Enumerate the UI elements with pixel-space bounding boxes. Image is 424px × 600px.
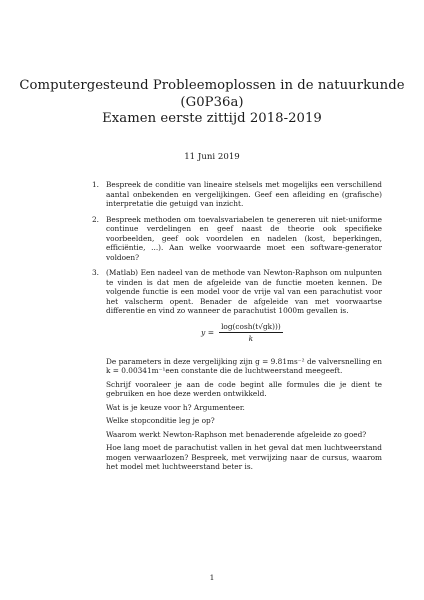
task-why-newton: Waarom werkt Newton-Raphson met benaderende afgeleide zo goed?: [106, 429, 367, 439]
question-list: [92, 180, 382, 478]
course-title: Computergesteund Probleemoplossen in de natuurkunde: [19, 78, 405, 93]
course-code: (G0P36a): [180, 94, 244, 110]
question-text: Bespreek methoden om toevalsvariabelen te genereren uit niet-uniforme continue verdelingen en geef naast de theorie ook specifieke voorbeelden, geef ook voordelen en nadelen (kost, beperkingen, efficiëntie, ...). Aan welke voorwaarde moet een software-generator voldoen?: [106, 214, 382, 262]
question-1: [92, 180, 382, 209]
title-block: [0, 78, 424, 128]
question-3: [92, 268, 382, 472]
task-stop-condition: Welke stopconditie leg je op?: [106, 416, 215, 425]
page-number: 1: [209, 573, 215, 582]
question-text: Bespreek de conditie van lineaire stelsels met mogelijks een verschillend aantal onbekenden en vergelijkingen. Geef een afleiding en (grafische) interpretatie die getuigd van inzicht.: [106, 180, 382, 208]
question-number: 2.: [92, 214, 100, 224]
parameter-text: De parameters in deze vergelijking zijn g = 9.81ms⁻² de valversnelling en k = 0.00341m⁻¹een constante die de luchtweerstand meegeeft.: [106, 356, 382, 375]
exam-title: Examen eerste zittijd 2018-2019: [102, 111, 322, 126]
formula-lhs: y =: [201, 327, 215, 337]
formula-numerator: log(cosh(t√gk))): [219, 322, 283, 334]
question-number: 3.: [92, 268, 100, 277]
task-formulas: Schrijf vooraleer je aan de code begint alle formules die je dient te gebruiken en hoe deze werden ontwikkeld.: [106, 379, 382, 398]
task-choose-h: Wat is je keuze voor h? Argumenteer.: [106, 402, 245, 412]
task-no-drag: Hoe lang moet de parachutist vallen in het geval dat men luchtweerstand mogen verwaarlozen? Bespreek, met verwijzing naar de cursus, waarom het model met luchtweerstand beter is.: [106, 443, 382, 471]
question-2: [92, 215, 382, 263]
fall-formula: [106, 320, 382, 352]
formula-denominator: k: [248, 334, 254, 343]
exam-date: 11 Juni 2019: [184, 152, 240, 162]
question-number: 1.: [92, 180, 100, 189]
formula-fraction: [219, 322, 283, 344]
question-intro: (Matlab) Een nadeel van de methode van Newton-Raphson om nulpunten te vinden is dat men de afgeleide van de functie moeten kennen. De volgende functie is een model voor de vrije val van een parachutist voor het valscherm opent. Benader de afgeleide van met voorwaartse differentie en vind zo wanneer de parachutist 1000m gevallen is.: [106, 268, 382, 315]
